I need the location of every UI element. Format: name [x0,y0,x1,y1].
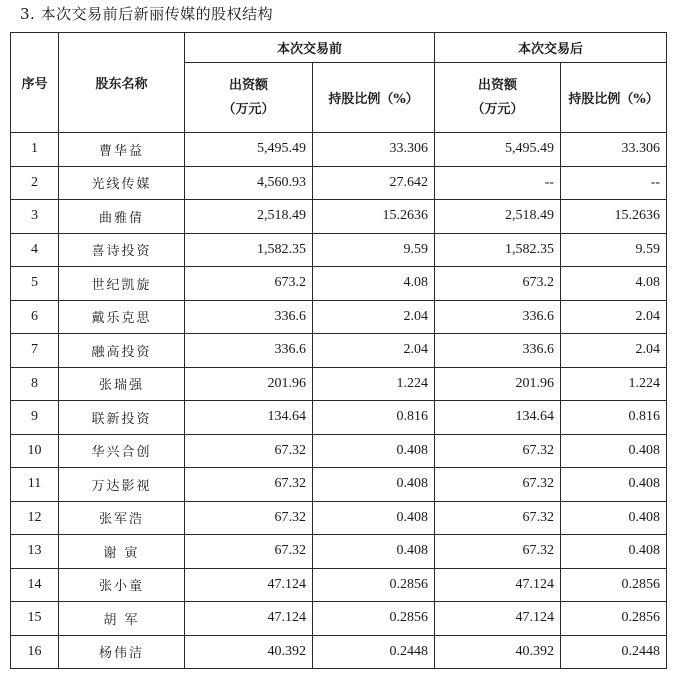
ratio-after: 0.2856 [561,602,667,636]
row-index: 4 [11,233,59,267]
capital-before: 1,582.35 [185,233,313,267]
table-row [11,602,667,636]
ratio-after: 0.408 [561,501,667,535]
section-title: 3. 本次交易前后新丽传媒的股权结构 [20,5,274,23]
capital-after: 5,495.49 [435,133,561,167]
capital-before: 47.124 [185,568,313,602]
capital-before: 4,560.93 [185,166,313,200]
table-row [11,401,667,435]
ratio-before: 1.224 [313,367,435,401]
header-ratio-before: 持股比例（%） [313,63,435,133]
capital-after: 40.392 [435,635,561,669]
row-index: 1 [11,133,59,167]
header-capital-before [185,63,313,133]
capital-after: 134.64 [435,401,561,435]
capital-after: 47.124 [435,568,561,602]
capital-after: 673.2 [435,267,561,301]
shareholder-name: 张小童 [59,568,185,602]
shareholder-name: 华兴合创 [59,434,185,468]
header-ratio-after: 持股比例（%） [561,63,667,133]
shareholder-name: 张瑞强 [59,367,185,401]
capital-before: 2,518.49 [185,200,313,234]
header-capital-after-line2: （万元） [471,101,524,117]
table-row [11,267,667,301]
table-row [11,300,667,334]
ratio-before: 33.306 [313,133,435,167]
shareholder-name: 光线传媒 [59,166,185,200]
ratio-before: 27.642 [313,166,435,200]
row-index: 2 [11,166,59,200]
shareholder-name: 喜诗投资 [59,233,185,267]
equity-structure-table [10,32,667,669]
table-row [11,233,667,267]
capital-after: 1,582.35 [435,233,561,267]
ratio-before: 0.2856 [313,568,435,602]
ratio-before: 4.08 [313,267,435,301]
capital-before: 336.6 [185,300,313,334]
table-row [11,468,667,502]
capital-before: 67.32 [185,501,313,535]
row-index: 14 [11,568,59,602]
capital-before: 67.32 [185,535,313,569]
row-index: 6 [11,300,59,334]
ratio-before: 9.59 [313,233,435,267]
capital-after: 47.124 [435,602,561,636]
table-row [11,434,667,468]
table-row [11,568,667,602]
ratio-after: 33.306 [561,133,667,167]
ratio-before: 0.2856 [313,602,435,636]
ratio-before: 2.04 [313,334,435,368]
capital-after: 336.6 [435,300,561,334]
shareholder-name: 杨伟洁 [59,635,185,669]
capital-before: 336.6 [185,334,313,368]
ratio-before: 0.408 [313,535,435,569]
table-row [11,166,667,200]
header-after: 本次交易后 [435,33,667,63]
ratio-after: 15.2636 [561,200,667,234]
table-row [11,501,667,535]
ratio-after: 1.224 [561,367,667,401]
capital-before: 201.96 [185,367,313,401]
row-index: 16 [11,635,59,669]
table-row [11,133,667,167]
row-index: 8 [11,367,59,401]
row-index: 11 [11,468,59,502]
capital-before: 40.392 [185,635,313,669]
row-index: 7 [11,334,59,368]
capital-after: 67.32 [435,501,561,535]
capital-before: 5,495.49 [185,133,313,167]
ratio-before: 2.04 [313,300,435,334]
ratio-after: -- [561,166,667,200]
row-index: 13 [11,535,59,569]
table-row [11,334,667,368]
header-name: 股东名称 [59,33,185,133]
shareholder-name: 联新投资 [59,401,185,435]
shareholder-name: 谢 寅 [59,535,185,569]
ratio-after: 0.408 [561,434,667,468]
ratio-after: 4.08 [561,267,667,301]
ratio-after: 9.59 [561,233,667,267]
table-row [11,367,667,401]
capital-after: 201.96 [435,367,561,401]
header-before: 本次交易前 [185,33,435,63]
ratio-before: 0.2448 [313,635,435,669]
shareholder-name: 曲雅倩 [59,200,185,234]
ratio-after: 2.04 [561,334,667,368]
header-capital-before-line1: 出资额 [228,77,268,93]
capital-after: -- [435,166,561,200]
ratio-after: 0.2856 [561,568,667,602]
table-row [11,535,667,569]
row-index: 10 [11,434,59,468]
row-index: 15 [11,602,59,636]
shareholder-name: 世纪凯旋 [59,267,185,301]
capital-after: 67.32 [435,535,561,569]
ratio-before: 0.408 [313,501,435,535]
header-index: 序号 [11,33,59,133]
shareholder-name: 融高投资 [59,334,185,368]
capital-before: 67.32 [185,468,313,502]
ratio-after: 0.408 [561,535,667,569]
ratio-after: 0.408 [561,468,667,502]
shareholder-name: 胡 军 [59,602,185,636]
ratio-before: 0.408 [313,434,435,468]
ratio-after: 0.2448 [561,635,667,669]
shareholder-name: 张军浩 [59,501,185,535]
capital-before: 67.32 [185,434,313,468]
header-capital-before-line2: （万元） [222,101,275,117]
capital-before: 47.124 [185,602,313,636]
row-index: 5 [11,267,59,301]
capital-after: 67.32 [435,468,561,502]
capital-after: 2,518.49 [435,200,561,234]
ratio-before: 15.2636 [313,200,435,234]
shareholder-name: 万达影视 [59,468,185,502]
ratio-before: 0.408 [313,468,435,502]
header-capital-after [435,63,561,133]
shareholder-name: 曹华益 [59,133,185,167]
capital-after: 336.6 [435,334,561,368]
row-index: 12 [11,501,59,535]
ratio-after: 2.04 [561,300,667,334]
row-index: 3 [11,200,59,234]
table-row [11,200,667,234]
capital-before: 673.2 [185,267,313,301]
ratio-after: 0.816 [561,401,667,435]
row-index: 9 [11,401,59,435]
header-capital-after-line1: 出资额 [478,77,518,93]
capital-after: 67.32 [435,434,561,468]
ratio-before: 0.816 [313,401,435,435]
capital-before: 134.64 [185,401,313,435]
table-row [11,635,667,669]
shareholder-name: 戴乐克思 [59,300,185,334]
